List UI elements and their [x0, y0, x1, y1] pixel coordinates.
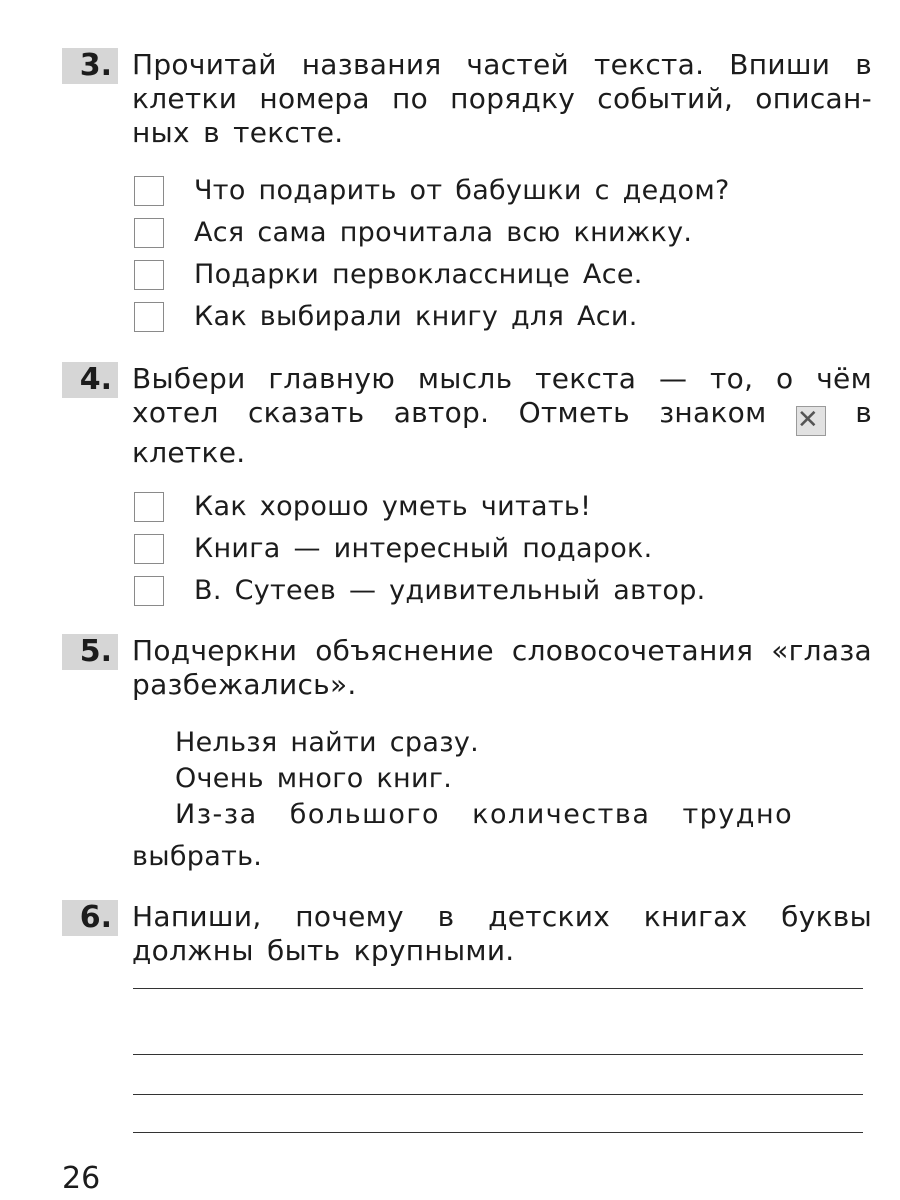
statement-line: клетки номера по порядку событий, описан- [132, 82, 872, 115]
writing-line[interactable] [133, 1132, 863, 1133]
statement-line: Выбери главную мысль текста — то, о чём [132, 362, 872, 395]
statement-line: клетке. [132, 436, 246, 469]
item-label: Что подарить от бабушки с дедом? [194, 175, 730, 206]
task-statement [132, 900, 872, 968]
statement-text: хотел сказать автор. Отметь знаком [132, 396, 767, 429]
page-number: 26 [62, 1161, 101, 1196]
option-text[interactable]: Из-за большого количества трудно [175, 799, 794, 830]
item-label: В. Сутеев — удивительный автор. [194, 575, 706, 606]
writing-line[interactable] [133, 988, 863, 989]
answer-checkbox[interactable] [134, 576, 164, 606]
item-label: Как хорошо уметь читать! [194, 491, 592, 522]
task-number: 3. [62, 48, 118, 84]
statement-line: Подчеркни объяснение словосочетания «глаза [132, 634, 872, 667]
item-label: Как выбирали книгу для Аси. [194, 301, 638, 332]
answer-box[interactable] [134, 218, 164, 248]
statement-line [132, 396, 872, 436]
task-statement [132, 48, 872, 150]
answer-box[interactable] [134, 302, 164, 332]
statement-line: разбежались». [132, 668, 357, 701]
statement-line: должны быть крупными. [132, 934, 515, 967]
statement-line: Напиши, почему в детских книгах буквы [132, 900, 872, 933]
option-text[interactable]: Очень много книг. [175, 763, 453, 794]
task-statement [132, 362, 872, 470]
writing-line[interactable] [133, 1094, 863, 1095]
statement-line: Прочитай названия частей текста. Впиши в [132, 48, 872, 81]
task-statement [132, 634, 872, 702]
statement-line: ных в тексте. [132, 116, 344, 149]
answer-checkbox[interactable] [134, 492, 164, 522]
answer-checkbox[interactable] [134, 534, 164, 564]
item-label: Книга — интересный подарок. [194, 533, 653, 564]
statement-text: в [855, 396, 873, 429]
option-text[interactable]: Нельзя найти сразу. [175, 727, 480, 758]
writing-line[interactable] [133, 1054, 863, 1055]
x-mark-icon: ✕ [796, 406, 826, 436]
item-label: Ася сама прочитала всю книжку. [194, 217, 693, 248]
item-label: Подарки первокласснице Асе. [194, 259, 643, 290]
answer-box[interactable] [134, 260, 164, 290]
answer-box[interactable] [134, 176, 164, 206]
task-number: 5. [62, 634, 118, 670]
task-number: 6. [62, 900, 118, 936]
task-number: 4. [62, 362, 118, 398]
option-text[interactable]: выбрать. [132, 841, 263, 872]
